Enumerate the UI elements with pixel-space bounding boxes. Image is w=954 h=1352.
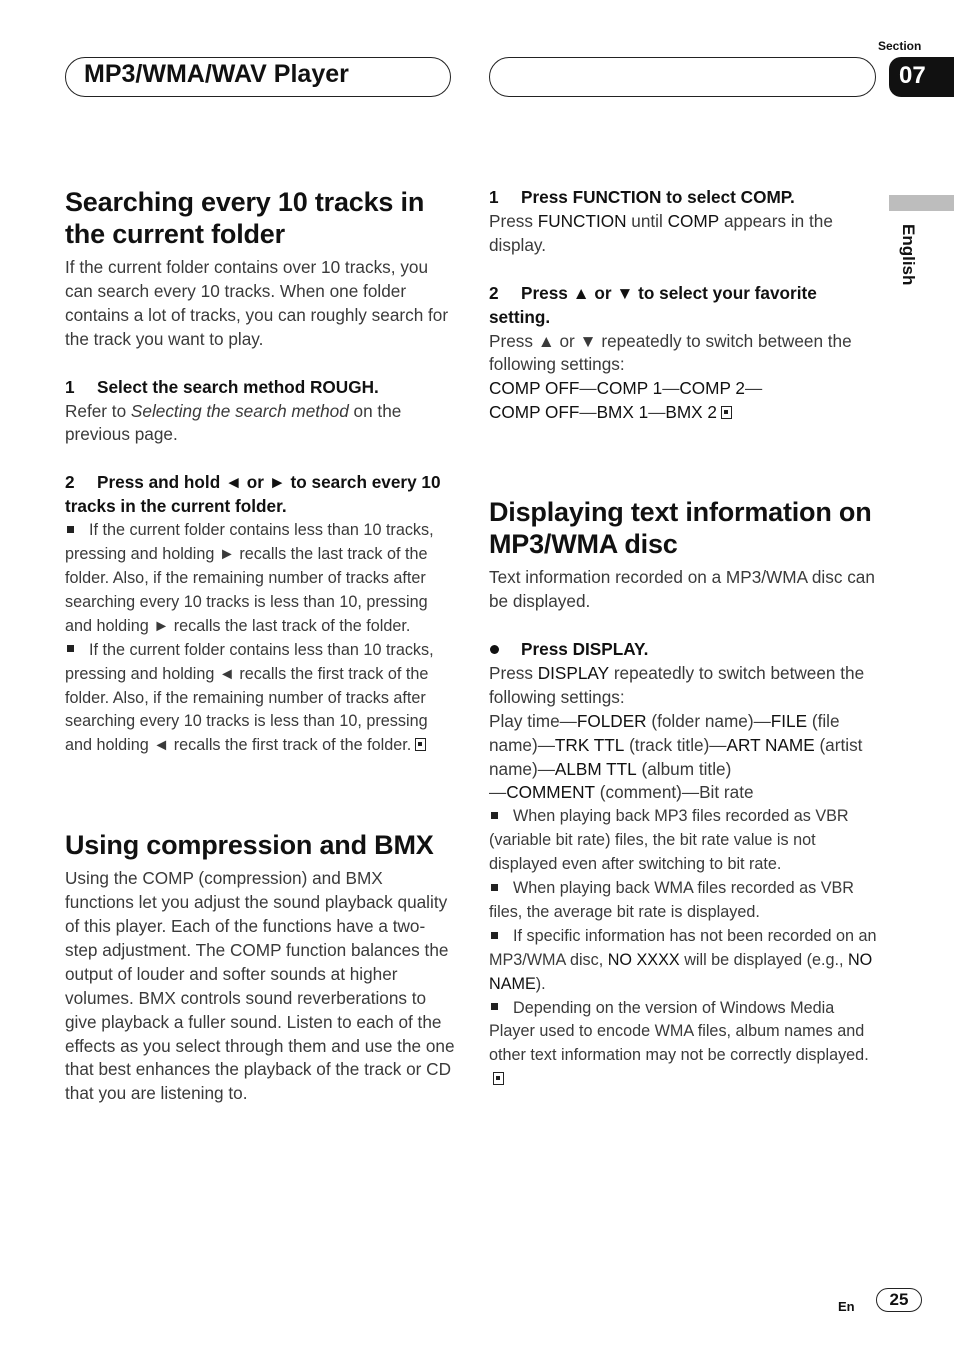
note-square-icon xyxy=(491,884,498,891)
end-mark-icon xyxy=(415,738,426,751)
comp-settings-line-1: COMP OFF—COMP 1—COMP 2— xyxy=(489,378,763,399)
note-square-icon xyxy=(491,932,498,939)
search-intro: If the current folder contains over 10 tracks, you can search every 10 tracks. When one folder contains a lot of tracks, you can roughly search for the track you want to play. xyxy=(65,257,449,349)
heading-text-information: Displaying text information on MP3/WMA disc xyxy=(489,497,872,560)
display-settings-list: Play time—FOLDER (folder name)—FILE (file name)—TRK TTL (track title)—ART NAME (artist name)—ALBM TTL (album title) —COMMENT (comment)—Bit rate xyxy=(489,710,863,803)
note-square-icon xyxy=(491,812,498,819)
header-right-frame xyxy=(489,57,876,97)
comp-step-2-body: Press ▲ or ▼ repeatedly to switch between the following settings: xyxy=(489,330,852,375)
note-square-icon xyxy=(491,1003,498,1010)
page-number: 25 xyxy=(876,1288,922,1312)
comp-step-1-body: Press FUNCTION until COMP appears in the display. xyxy=(489,210,833,255)
display-note-2: When playing back WMA files recorded as VBR files, the average bit rate is displayed. xyxy=(489,879,854,921)
search-step-2: 2 Press and hold ◄ or ► to search every 10 tracks in the current folder. xyxy=(65,472,441,517)
note-square-icon xyxy=(67,526,74,533)
section-label: Section xyxy=(878,39,922,53)
end-mark-icon xyxy=(721,406,732,419)
comp-step-2: 2 Press ▲ or ▼ to select your favorite setting. xyxy=(489,282,817,327)
display-note-1: When playing back MP3 files recorded as VBR (variable bit rate) files, the bit rate value is not displayed even after switching to bit rate. xyxy=(489,807,849,874)
search-note-2: If the current folder contains less than 10 tracks, pressing and holding ◄ recalls the first track of the folder. Also, if the remaining number of tracks after searching every 10 tracks is less than 10, pressing and holding ◄ recalls the first track of the folder. xyxy=(65,640,434,755)
bullet-icon xyxy=(490,645,499,654)
search-note-1: If the current folder contains less than 10 tracks, pressing and holding ► recalls the last track of the folder. Also, if the remaining number of tracks after searching every 10 tracks is less than 10, pressing and holding ► recalls the last track of the folder. xyxy=(65,521,434,635)
text-info-intro: Text information recorded on a MP3/WMA disc can be displayed. xyxy=(489,567,875,612)
right-column xyxy=(489,186,879,1092)
language-tab xyxy=(889,195,954,211)
language-label: English xyxy=(899,224,918,286)
search-step-1-body: Refer to Selecting the search method on the previous page. xyxy=(65,400,402,445)
note-square-icon xyxy=(67,645,74,652)
comp-settings-line-2: COMP OFF—BMX 1—BMX 2 xyxy=(489,401,879,425)
end-mark-icon xyxy=(493,1072,504,1085)
display-note-4: Depending on the version of Windows Media Player used to encode WMA files, album names and other text information may not be correctly displayed. xyxy=(489,997,879,1093)
display-step: Press DISPLAY. xyxy=(489,638,879,662)
display-note-3: If specific information has not been recorded on an MP3/WMA disc, NO XXXX will be displayed (e.g., NO NAME). xyxy=(489,926,877,993)
search-step-1: 1 Select the search method ROUGH. xyxy=(65,376,379,397)
comp-step-1: 1 Press FUNCTION to select COMP. xyxy=(489,187,795,207)
footer-language: En xyxy=(838,1299,855,1314)
display-step-body: Press DISPLAY repeatedly to switch between the following settings: xyxy=(489,662,865,707)
heading-search-10-tracks: Searching every 10 tracks in the current folder xyxy=(65,187,425,249)
left-column xyxy=(65,186,455,1106)
section-number: 07 xyxy=(889,57,954,97)
heading-compression-bmx: Using compression and BMX xyxy=(65,830,434,861)
header-title: MP3/WMA/WAV Player xyxy=(84,60,349,88)
compression-body: Using the COMP (compression) and BMX functions let you adjust the sound playback quality of this player. Each of the functions have a two-step adjustment. The COMP function balances the output of louder and softer sounds at higher volumes. BMX controls sound reverberations to give playback a fuller sound. Listen to each of the effects as you select through them and use the one that best enhances the playback of the track or CD that you are listening to. xyxy=(65,868,455,1104)
